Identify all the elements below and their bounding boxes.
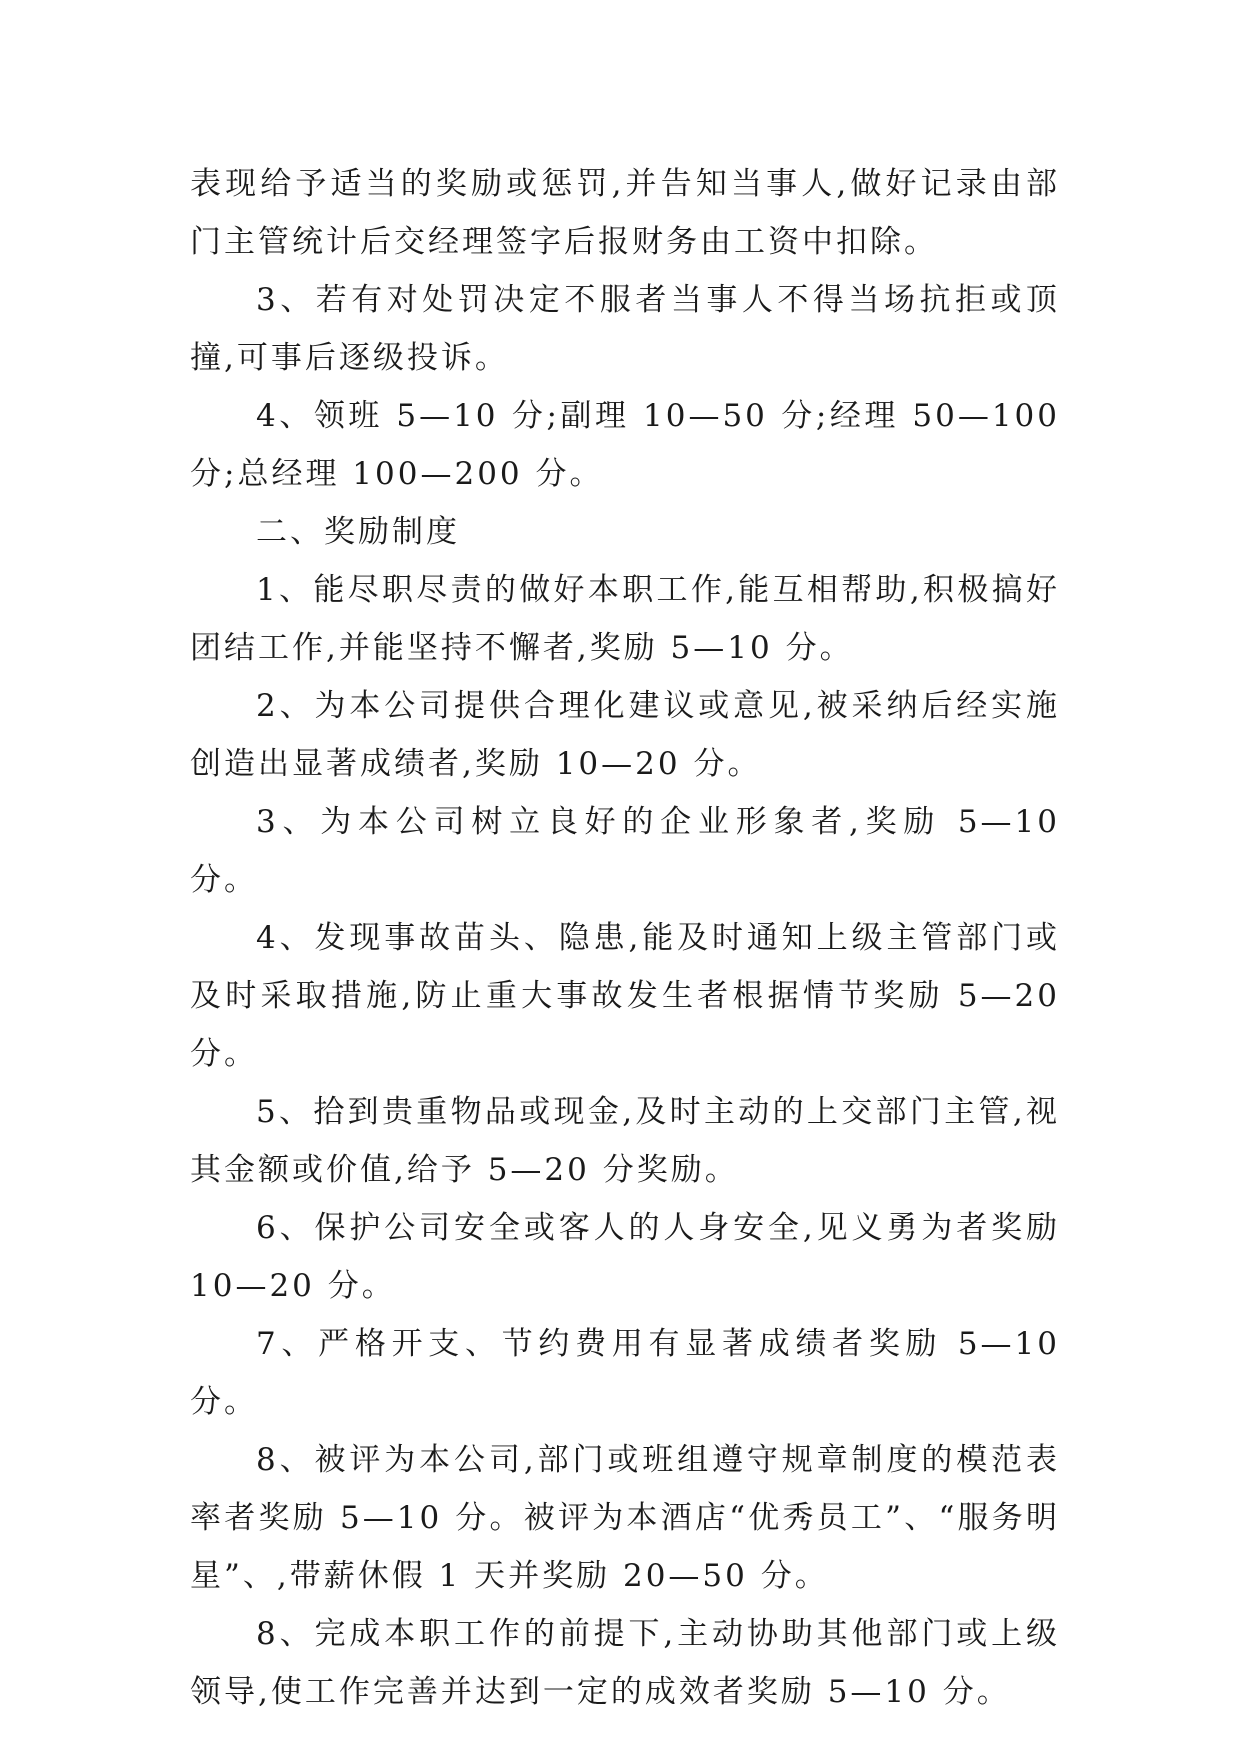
paragraph-penalty-item-4: 4、领班 5—10 分;副理 10—50 分;经理 50—100 分;总经理 100—200 分。 — [190, 398, 1060, 492]
paragraph-reward-item-3: 3、为本公司树立良好的企业形象者,奖励 5—10 分。 — [190, 804, 1060, 898]
paragraph-penalty-continuation: 表现给予适当的奖励或惩罚,并告知当事人,做好记录由部门主管统计后交经理签字后报财务由工资中扣除。 — [190, 166, 1060, 260]
paragraph-reward-item-5: 5、拾到贵重物品或现金,及时主动的上交部门主管,视其金额或价值,给予 5—20 分奖励。 — [190, 1094, 1060, 1188]
paragraph-reward-item-7: 7、严格开支、节约费用有显著成绩者奖励 5—10 分。 — [190, 1326, 1060, 1420]
paragraph-reward-item-1: 1、能尽职尽责的做好本职工作,能互相帮助,积极搞好团结工作,并能坚持不懈者,奖励 5—10 分。 — [190, 572, 1060, 666]
paragraph-reward-item-8b: 8、完成本职工作的前提下,主动协助其他部门或上级领导,使工作完善并达到一定的成效者奖励 5—10 分。 — [190, 1616, 1060, 1710]
paragraph-reward-item-8a: 8、被评为本公司,部门或班组遵守规章制度的模范表率者奖励 5—10 分。被评为本酒店“优秀员工”、“服务明星”、,带薪休假 1 天并奖励 20—50 分。 — [190, 1442, 1060, 1594]
paragraph-reward-item-2: 2、为本公司提供合理化建议或意见,被采纳后经实施创造出显著成绩者,奖励 10—20 分。 — [190, 688, 1060, 782]
section-heading-reward-system: 二、奖励制度 — [256, 514, 460, 550]
document-body — [190, 155, 1060, 1721]
paragraph-reward-item-4: 4、发现事故苗头、隐患,能及时通知上级主管部门或及时采取措施,防止重大事故发生者根据情节奖励 5—20 分。 — [190, 920, 1060, 1072]
paragraph-penalty-item-3: 3、若有对处罚决定不服者当事人不得当场抗拒或顶撞,可事后逐级投诉。 — [190, 282, 1060, 376]
paragraph-reward-item-6: 6、保护公司安全或客人的人身安全,见义勇为者奖励 10—20 分。 — [190, 1210, 1060, 1304]
